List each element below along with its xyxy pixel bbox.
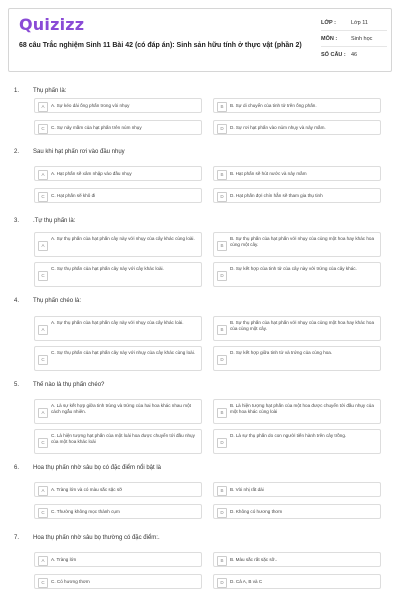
option-letter: A xyxy=(38,241,48,251)
option-text: D. Không có hương thơm xyxy=(230,509,283,514)
option-c[interactable] xyxy=(34,262,202,287)
option-c[interactable] xyxy=(34,346,202,371)
option-text: D. Sự kết hợp giữa tinh tử và trứng của cùng hoa. xyxy=(230,350,333,355)
option-letter: B xyxy=(217,241,227,251)
option-text: B. Màu sắc rất sặc sỡ.. xyxy=(230,557,278,562)
option-c[interactable] xyxy=(34,504,202,519)
option-letter: B xyxy=(217,170,227,180)
question-text: Hoa thụ phấn nhờ sâu bọ có đặc điểm nổi bật là xyxy=(33,465,162,471)
meta-row-class xyxy=(321,15,387,31)
option-b[interactable] xyxy=(213,399,381,424)
option-text: C. Hạt phấn sẽ khô đi xyxy=(51,193,96,198)
option-letter: C xyxy=(38,271,48,281)
option-d[interactable] xyxy=(213,504,381,519)
option-letter: B xyxy=(217,102,227,112)
question-text: .Tự thụ phấn là: xyxy=(33,218,76,224)
option-b[interactable] xyxy=(213,316,381,341)
option-text: C. Sự thụ phấn của hạt phấn cây này với cây khác loài. xyxy=(51,266,164,271)
option-d[interactable] xyxy=(213,120,381,135)
meta-value: Sinh học xyxy=(351,35,373,42)
option-letter: A xyxy=(38,102,48,112)
option-a[interactable] xyxy=(34,232,202,257)
option-a[interactable] xyxy=(34,316,202,341)
meta-value: Lớp 11 xyxy=(351,19,368,26)
option-letter: B xyxy=(217,556,227,566)
option-text: A. Là sự kết hợp giữa tinh trùng và trứng của hai hoa khác nhau một cách ngẫu nhiên. xyxy=(51,403,191,414)
option-b[interactable] xyxy=(213,166,381,181)
option-text: D. Sự rơi hạt phấn vào núm nhụy và nảy mầm. xyxy=(230,125,326,130)
option-text: B. Hạt phấn sẽ hút nước và nảy mầm xyxy=(230,171,307,176)
meta-value: 46 xyxy=(351,51,358,58)
option-b[interactable] xyxy=(213,482,381,497)
option-letter: A xyxy=(38,325,48,335)
option-text: B. Sự thụ phấn của hạt phấn với nhụy của cùng một hoa hay khác hoa của cùng một cây. xyxy=(230,320,374,331)
option-text: A. Sự thụ phấn của hạt phấn cây này với nhụy của cây khác loài. xyxy=(51,320,184,325)
question-number: 4. xyxy=(14,298,20,304)
option-d[interactable] xyxy=(213,262,381,287)
option-letter: C xyxy=(38,578,48,588)
option-letter: A xyxy=(38,486,48,496)
page-title: 68 câu Trắc nghiệm Sinh 11 Bài 42 (có đáp án): Sinh sản hữu tính ở thực vật (phần 2) xyxy=(19,42,302,49)
option-c[interactable] xyxy=(34,120,202,135)
option-letter: A xyxy=(38,408,48,418)
meta-key: MÔN : xyxy=(321,35,338,42)
option-text: B. Sự thụ phấn của hạt phấn với nhụy của cùng một hoa hay khác hoa cùng một cây. xyxy=(230,236,374,247)
option-text: D. Cả A, B và C xyxy=(230,579,263,584)
meta-row-count xyxy=(321,47,387,62)
meta-row-subject xyxy=(321,31,387,47)
option-text: A. Hạt phấn sẽ xâm nhập vào đầu nhụy xyxy=(51,171,132,176)
question-text: Sau khi hạt phấn rơi vào đầu nhụy xyxy=(33,149,125,155)
option-text: A. Tràng lớn và có màu sắc sặc sỡ xyxy=(51,487,123,492)
option-d[interactable] xyxy=(213,188,381,203)
option-d[interactable] xyxy=(213,346,381,371)
option-text: A. Sự kéo dài ống phấn trong vòi nhụy xyxy=(51,103,130,108)
meta-table xyxy=(321,15,387,62)
option-text: B. Sự di chuyển của tinh tử trên ống phấn. xyxy=(230,103,317,108)
option-text: B. Vòi nhị rất dài xyxy=(230,487,264,492)
question-number: 7. xyxy=(14,535,20,541)
option-a[interactable] xyxy=(34,399,202,424)
option-text: A. Sự thụ phấn của hạt phấn cây này với nhụy của cây khác cùng loài. xyxy=(51,236,195,241)
meta-key: SỐ CÂU : xyxy=(321,51,346,58)
option-letter: C xyxy=(38,508,48,518)
quizizz-logo[interactable]: Quizizz xyxy=(19,15,85,34)
question-number: 5. xyxy=(14,382,20,388)
option-text: C. Sự thụ phấn của hạt phấn cây này với nhụy của cây khác cùng loài. xyxy=(51,350,195,355)
question-number: 6. xyxy=(14,465,20,471)
option-letter: D xyxy=(217,508,227,518)
option-letter: C xyxy=(38,355,48,365)
option-letter: D xyxy=(217,271,227,281)
option-b[interactable] xyxy=(213,552,381,567)
option-c[interactable] xyxy=(34,429,202,454)
option-letter: C xyxy=(38,124,48,134)
option-letter: D xyxy=(217,192,227,202)
question-text: Thụ phấn chéo là: xyxy=(33,298,82,304)
option-b[interactable] xyxy=(213,98,381,113)
question-number: 3. xyxy=(14,218,20,224)
option-a[interactable] xyxy=(34,552,202,567)
question-text: Thụ phấn là: xyxy=(33,88,67,94)
question-number: 1. xyxy=(14,88,20,94)
question-text: Hoa thụ phấn nhờ sâu bọ thường có đặc điểm:. xyxy=(33,535,160,541)
option-a[interactable] xyxy=(34,482,202,497)
option-text: D. Là sự thụ phấn do con người tiến hành trên cây trồng. xyxy=(230,433,347,438)
option-text: D. Hạt phấn đợi chín hẳn sẽ tham gia thụ tinh xyxy=(230,193,323,198)
worksheet-header xyxy=(8,8,392,72)
option-letter: D xyxy=(217,124,227,134)
option-text: A. Tràng lớn xyxy=(51,557,77,562)
question-text: Thế nào là thụ phấn chéo? xyxy=(33,382,105,388)
option-letter: D xyxy=(217,578,227,588)
option-a[interactable] xyxy=(34,98,202,113)
option-text: C. Sự nảy mầm của hạt phấn trên núm nhụy xyxy=(51,125,142,130)
option-d[interactable] xyxy=(213,429,381,454)
option-letter: B xyxy=(217,486,227,496)
option-text: B. Là hiện tượng hạt phấn của một hoa được chuyển tới đầu nhụy của một hoa khác cùng loài xyxy=(230,403,374,414)
meta-key: LỚP : xyxy=(321,19,336,26)
option-c[interactable] xyxy=(34,188,202,203)
option-letter: A xyxy=(38,556,48,566)
option-text: C. Có hương thơm xyxy=(51,579,90,584)
option-text: D. Sự kết hợp của tinh tử của cây này với trứng của cây khác. xyxy=(230,266,357,271)
option-letter: D xyxy=(217,355,227,365)
option-text: C. Thường không mọc thành cụm xyxy=(51,509,120,514)
option-b[interactable] xyxy=(213,232,381,257)
option-letter: C xyxy=(38,438,48,448)
option-letter: A xyxy=(38,170,48,180)
option-text: C. Là hiện tượng hạt phấn của một loài hoa được chuyển tới đầu nhụy của một hoa khác loài xyxy=(51,433,195,444)
option-letter: C xyxy=(38,192,48,202)
option-letter: D xyxy=(217,438,227,448)
option-d[interactable] xyxy=(213,574,381,589)
option-c[interactable] xyxy=(34,574,202,589)
option-a[interactable] xyxy=(34,166,202,181)
option-letter: B xyxy=(217,325,227,335)
option-letter: B xyxy=(217,408,227,418)
question-number: 2. xyxy=(14,149,20,155)
